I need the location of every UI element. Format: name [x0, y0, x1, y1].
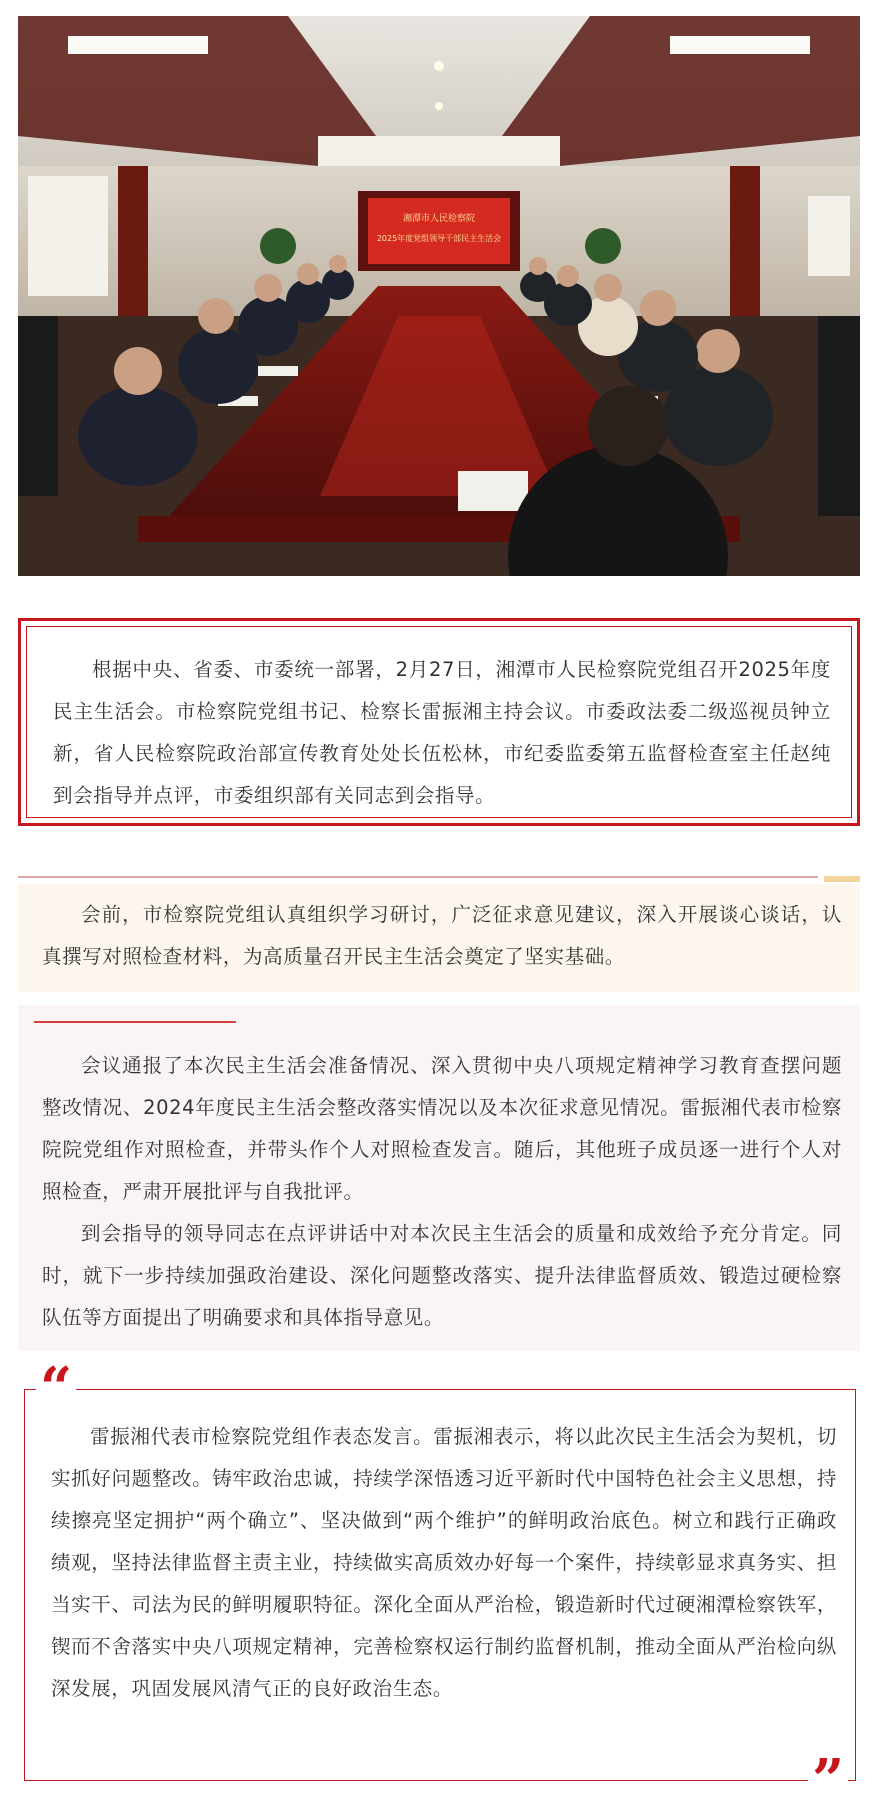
screen-title: 湘潭市人民检察院: [402, 214, 476, 224]
close-quote-icon: ”: [808, 1752, 848, 1808]
meeting-section: [18, 1005, 860, 1351]
meeting-paragraph-1: 会议通报了本次民主生活会准备情况、深入贯彻中央八项规定精神学习教育查摆问题整改情况、2024年度民主生活会整改落实情况以及本次征求意见情况。雷振湘代表市检察院院党组作对照检查，并带头作个人对照检查发言。随后，其他班子成员逐一进行个人对照检查，严肃开展批评与自我批评。: [42, 1054, 842, 1203]
preparation-paragraph: 会前，市检察院党组认真组织学习研讨，广泛征求意见建议，深入开展谈心谈话，认真撰写对照检查材料，为高质量召开民主生活会奠定了坚实基础。: [42, 903, 842, 968]
screen-subtitle: 2025年度党组领导干部民主生活会: [376, 234, 502, 243]
intro-paragraph: 根据中央、省委、市委统一部署，2月27日，湘潭市人民检察院党组召开2025年度民主生活会。市检察院党组书记、检察长雷振湘主持会议。市委政法委二级巡视员钟立新，省人民检察院政治部宣传教育处处长伍松林，市纪委监委第五监督检查室主任赵纯到会指导并点评，市委组织部有关同志到会指导。: [53, 658, 831, 807]
statement-paragraph: 雷振湘代表市检察院党组作表态发言。雷振湘表示，将以此次民主生活会为契机，切实抓好问题整改。铸牢政治忠诚，持续学深悟透习近平新时代中国特色社会主义思想，持续擦亮坚定拥护“两个确立”、坚决做到“两个维护”的鲜明政治底色。树立和践行正确政绩观，坚持法律监督主责主业，持续做实高质效办好每一个案件，持续彰显求真务实、担当实干、司法为民的鲜明履职特征。深化全面从严治检，锻造新时代过硬湘潭检察铁军，锲而不舍落实中央八项规定精神，完善检察权运行制约监督机制，推动全面从严治检向纵深发展，巩固发展风清气正的良好政治生态。: [51, 1425, 837, 1700]
meeting-paragraph-2: 到会指导的领导同志在点评讲话中对本次民主生活会的质量和成效给予充分肯定。同时，就下一步持续加强政治建设、深化问题整改落实、提升法律监督质效、锻造过硬检察队伍等方面提出了明确要求和具体指导意见。: [42, 1222, 842, 1329]
intro-box: [18, 618, 860, 826]
preparation-section: [18, 884, 860, 992]
statement-quote-box: [24, 1389, 856, 1781]
section-accent-line: [34, 1021, 236, 1023]
meeting-photo: [18, 16, 860, 576]
open-quote-icon: “: [36, 1360, 76, 1416]
section-divider: [18, 876, 860, 884]
gold-tab: [824, 876, 860, 882]
